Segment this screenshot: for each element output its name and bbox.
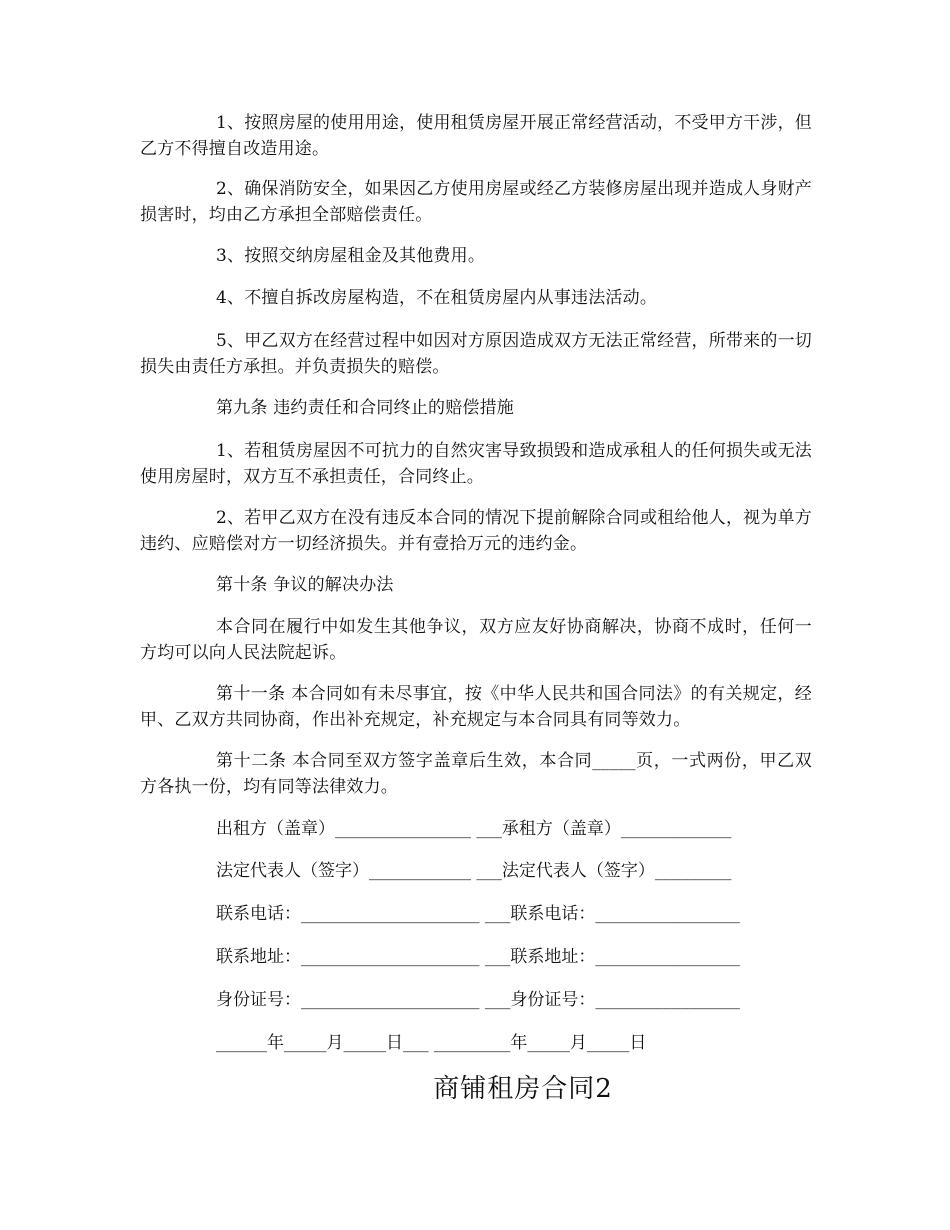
- signature-phone-line: 联系电话：_____________________ ___联系电话：_________________: [216, 904, 740, 924]
- clause-item-4: 4、不擅自拆改房屋构造，不在租赁房屋内从事违法活动。: [216, 288, 658, 308]
- signature-address-line: 联系地址：_____________________ ___联系地址：_________________: [216, 947, 740, 967]
- article-11: 第十一条 本合同如有未尽事宜，按《中华人民共和国合同法》的有关规定，经甲、乙双方共同协商，作出补充规定，补充规定与本合同具有同等效力。: [140, 684, 812, 730]
- signature-date-line: ______年_____月_____日___ _________年_____月_____日: [216, 1033, 647, 1053]
- clause-item-3: 3、按照交纳房屋租金及其他费用。: [216, 246, 486, 266]
- article-10-body: 本合同在履行中如发生其他争议，双方应友好协商解决，协商不成时，任何一方均可以向人民法院起诉。: [140, 617, 812, 663]
- article-9-item-1: 1、若租赁房屋因不可抗力的自然灾害导致损毁和造成承租人的任何损失或无法使用房屋时，双方互不承担责任，合同终止。: [140, 441, 812, 487]
- article-10-heading: 第十条 争议的解决办法: [216, 575, 394, 595]
- clause-item-5: 5、甲乙双方在经营过程中如因对方原因造成双方无法正常经营，所带来的一切损失由责任方承担。并负责损失的赔偿。: [140, 331, 812, 377]
- signature-seal-line: 出租方（盖章）________________ ___承租方（盖章）_____________: [216, 819, 732, 839]
- article-9-item-2: 2、若甲乙双方在没有违反本合同的情况下提前解除合同或租给他人，视为单方违约、应赔偿对方一切经济损失。并有壹拾万元的违约金。: [140, 508, 812, 554]
- article-9-heading: 第九条 违约责任和合同终止的赔偿措施: [216, 398, 515, 418]
- article-12: 第十二条 本合同至双方签字盖章后生效，本合同_____页，一式两份，甲乙双方各执一份，均有同等法律效力。: [140, 751, 812, 797]
- clause-item-1: 1、按照房屋的使用用途，使用租赁房屋开展正常经营活动，不受甲方干涉，但乙方不得擅自改造用途。: [140, 113, 812, 159]
- next-contract-title: 商铺租房合同2: [433, 1074, 613, 1104]
- signature-representative-line: 法定代表人（签字）____________ ___法定代表人（签字）_________: [216, 861, 732, 881]
- signature-id-line: 身份证号：_____________________ ___身份证号：_________________: [216, 990, 740, 1010]
- clause-item-2: 2、确保消防安全，如果因乙方使用房屋或经乙方装修房屋出现并造成人身财产损害时，均由乙方承担全部赔偿责任。: [140, 179, 812, 225]
